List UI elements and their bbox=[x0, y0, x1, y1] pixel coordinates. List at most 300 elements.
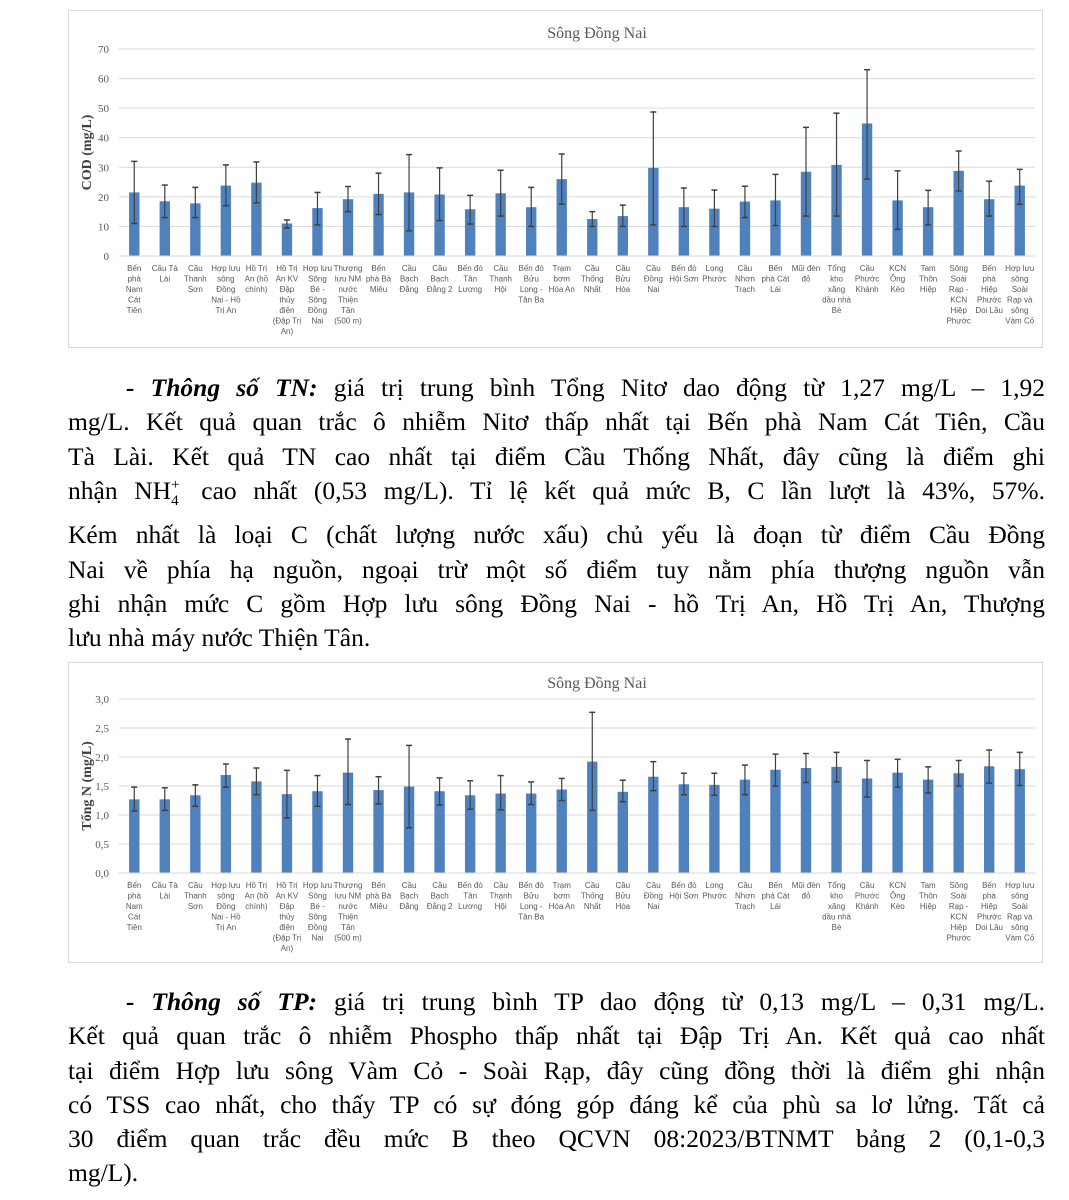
tp-line-3: tại điểm Hợp lưu sông Vàm Cỏ - Soài Rạp, đây cũng đồng thời là điểm ghi nhận bbox=[68, 1055, 1045, 1085]
y-tick-label: 0,5 bbox=[95, 839, 109, 851]
x-tick-label-line: Đồng bbox=[216, 902, 236, 911]
x-tick-label bbox=[855, 881, 879, 911]
x-tick-label-line: Đằng 2 bbox=[426, 285, 453, 294]
x-tick-label-line: phà bbox=[982, 274, 996, 284]
x-tick-label-line: Cầu bbox=[401, 881, 417, 890]
x-tick-label-line: xăng bbox=[827, 285, 846, 294]
x-tick-label-line: Đồng bbox=[643, 274, 663, 284]
x-tick-label-line: Bến bbox=[768, 881, 783, 890]
x-tick-label-line: chính) bbox=[245, 902, 268, 911]
x-tick-label-line: Trị An bbox=[215, 306, 237, 315]
x-tick-label-line: Tân Ba bbox=[518, 912, 545, 922]
x-tick-label-line: Bửu bbox=[615, 891, 631, 901]
x-tick-label bbox=[581, 881, 604, 911]
x-tick-label-line: Bến bbox=[127, 264, 142, 273]
x-tick-label-line: Hiệp bbox=[919, 285, 937, 294]
x-tick-label-line: Phước bbox=[977, 295, 1002, 305]
x-tick-label bbox=[489, 264, 512, 294]
x-tick-label-line: Nai bbox=[311, 316, 324, 326]
x-tick-label bbox=[615, 881, 630, 911]
x-tick-label-line: Thống bbox=[580, 274, 604, 284]
tp-line-2: Kết quả quan trắc ô nhiễm Phospho thấp nhất tại Đập Trị An. Kết quả cao nhất bbox=[68, 1021, 1045, 1051]
x-tick-label-line: Bến bbox=[768, 264, 783, 273]
x-tick-label-line: Cầu bbox=[432, 264, 447, 273]
x-tick-label-line: Lương bbox=[458, 285, 483, 294]
nh4-superscript: + bbox=[171, 476, 180, 493]
x-tick-label-line: Rạp - bbox=[948, 285, 969, 294]
x-tick-label-line: An (hồ bbox=[244, 891, 269, 901]
x-tick-label-line: Hội Sơn bbox=[669, 274, 699, 284]
x-tick-label-line: Bến đò bbox=[671, 881, 697, 890]
x-tick-label-line: dầu nhà bbox=[822, 912, 851, 922]
x-tick-label-line: Hợp lưu bbox=[211, 264, 241, 273]
x-tick-label-line: sông bbox=[1011, 274, 1029, 284]
x-tick-label-line: Nhất bbox=[583, 902, 601, 911]
x-tick-label-line: Nai bbox=[647, 902, 660, 911]
x-tick-label-line: Thượng bbox=[333, 264, 363, 273]
x-tick-label-line: Phước bbox=[854, 891, 880, 901]
tp-line-6: mg/L). bbox=[68, 1158, 139, 1188]
y-tick-label: 3,0 bbox=[95, 694, 109, 706]
x-tick-label-line: sông bbox=[1011, 891, 1029, 901]
x-tick-label-line: Cầu bbox=[859, 264, 875, 273]
x-tick-label-line: Cầu bbox=[615, 881, 631, 890]
x-tick-label-line: Đằng bbox=[399, 285, 419, 294]
x-tick-label-line: Miêu bbox=[369, 285, 388, 294]
y-tick-label: 1,5 bbox=[95, 781, 109, 793]
x-tick-label-line: phà bbox=[127, 891, 141, 901]
x-tick-label-line: sông bbox=[217, 891, 235, 901]
x-tick-label-line: đỏ bbox=[801, 891, 811, 901]
x-tick-label-line: Hợp lưu bbox=[302, 264, 333, 273]
x-tick-label bbox=[761, 881, 790, 911]
x-tick-label-line: Miêu bbox=[369, 902, 388, 911]
tn-line-3: Tà Lài. Kết quả TN cao nhất tại điểm Cầu Thống Nhất, đây cũng là điểm ghi bbox=[68, 441, 1045, 471]
x-tick-label-line: Bè bbox=[831, 306, 842, 315]
x-tick-label bbox=[518, 264, 544, 305]
cod-chart-svg bbox=[69, 11, 1044, 349]
x-tick-label bbox=[792, 881, 820, 901]
x-tick-label-line: Phước bbox=[946, 933, 971, 943]
x-tick-label-line: Hòa bbox=[615, 902, 631, 911]
x-tick-label-line: Hợp lưu bbox=[211, 881, 241, 890]
bar bbox=[953, 773, 963, 873]
x-tick-label-line: Tổng bbox=[827, 264, 846, 273]
x-tick-label-line: Sơn bbox=[187, 902, 203, 911]
x-tick-label-line: Bến bbox=[982, 881, 997, 890]
x-tick-label-line: KCN bbox=[950, 295, 968, 305]
x-tick-label-line: Phước bbox=[977, 912, 1002, 922]
x-tick-label bbox=[245, 881, 269, 911]
x-tick-label-line: Kèo bbox=[890, 902, 905, 911]
x-tick-label-line: Cầu Tà bbox=[151, 264, 178, 273]
y-axis-label: COD (mg/L) bbox=[80, 114, 95, 191]
x-tick-label-line: Bến đò bbox=[457, 264, 483, 273]
x-tick-label bbox=[735, 264, 755, 294]
x-tick-label-line: Nai bbox=[647, 285, 660, 294]
x-tick-label-line: Bến đò bbox=[518, 264, 544, 273]
x-tick-label bbox=[919, 881, 937, 911]
x-tick-label-line: Cầu bbox=[859, 881, 875, 890]
x-tick-label-line: An) bbox=[280, 944, 294, 953]
x-tick-label-line: Tổng bbox=[827, 881, 846, 890]
x-tick-label-line: Nhơn bbox=[734, 274, 755, 284]
x-tick-label bbox=[518, 881, 544, 922]
tn-line-8: lưu nhà máy nước Thiện Tân. bbox=[68, 623, 371, 653]
x-tick-label-line: Nam bbox=[125, 902, 143, 911]
x-tick-label bbox=[427, 881, 453, 911]
x-tick-label bbox=[457, 881, 483, 911]
x-tick-label-line: Bửu bbox=[523, 274, 539, 284]
x-tick-label-line: Thanh bbox=[183, 274, 207, 284]
x-tick-label-line: An (hồ bbox=[244, 274, 269, 284]
x-tick-label-line: điện bbox=[279, 923, 295, 932]
bar bbox=[831, 767, 841, 873]
x-tick-label-line: Đập bbox=[279, 285, 295, 294]
x-tick-label-line: KCN bbox=[889, 264, 907, 273]
x-tick-label-line: Lái bbox=[770, 902, 781, 911]
x-tick-label-line: Bé - bbox=[310, 285, 325, 294]
x-tick-label-line: Sông bbox=[949, 264, 969, 273]
x-tick-label bbox=[889, 264, 906, 294]
x-tick-label-line: Lài bbox=[159, 274, 171, 284]
y-tick-label: 30 bbox=[98, 162, 109, 175]
x-tick-label-line: Sông bbox=[308, 295, 327, 305]
x-tick-label-line: Rạp và bbox=[1007, 295, 1033, 305]
x-tick-label bbox=[303, 264, 332, 326]
x-tick-label bbox=[946, 264, 970, 326]
x-tick-label-line: An KV bbox=[275, 891, 299, 901]
x-tick-label-line: Cầu Tà bbox=[151, 881, 178, 890]
x-tick-label-line: chính) bbox=[245, 285, 268, 294]
x-tick-label-line: Thạnh bbox=[489, 274, 513, 284]
x-tick-label bbox=[184, 264, 207, 294]
x-tick-label-line: Cầu bbox=[584, 264, 600, 273]
x-tick-label-line: Bến bbox=[982, 264, 997, 273]
tn-line-7: ghi nhận mức C gồm Hợp lưu sông Đồng Nai - hồ Trị An, Hồ Trị An, Thượng bbox=[68, 588, 1045, 618]
x-tick-label-line: Bé - bbox=[310, 902, 325, 911]
x-tick-label-line: Mũi đèn bbox=[791, 264, 821, 273]
y-tick-label: 20 bbox=[98, 191, 109, 204]
cod-chart bbox=[68, 10, 1043, 348]
x-tick-label bbox=[702, 264, 726, 284]
x-tick-label-line: Cầu bbox=[493, 264, 509, 273]
x-tick-label bbox=[735, 881, 755, 911]
x-tick-label bbox=[126, 264, 143, 315]
x-tick-label bbox=[644, 264, 663, 294]
x-tick-label-line: Khánh bbox=[855, 902, 879, 911]
x-tick-label bbox=[334, 264, 363, 326]
x-tick-label-line: (500 m) bbox=[334, 316, 362, 326]
tn-line-1: giá trị trung bình Tổng Nitơ dao động từ 1,27 mg/L – 1,92 bbox=[317, 373, 1046, 402]
y-tick-label: 50 bbox=[98, 103, 109, 116]
x-tick-label-line: Bến bbox=[371, 264, 386, 273]
x-tick-label-line: Vàm Cỏ bbox=[1005, 933, 1035, 943]
x-tick-label-line: Nai - Hồ bbox=[211, 912, 241, 922]
x-tick-label-line: Cầu bbox=[432, 881, 447, 890]
x-tick-label-line: Bạch bbox=[430, 891, 449, 901]
x-tick-label-line: Rạp và bbox=[1007, 912, 1033, 922]
x-tick-label-line: Thượng bbox=[333, 881, 363, 890]
x-tick-label-line: Bửu bbox=[523, 891, 539, 901]
y-tick-label: 0 bbox=[103, 251, 109, 263]
tn-line-4a: nhận NH bbox=[68, 475, 172, 505]
x-tick-label bbox=[400, 881, 419, 911]
x-tick-label bbox=[761, 264, 790, 294]
x-tick-label-line: Thiện bbox=[337, 912, 359, 922]
y-tick-label: 40 bbox=[98, 132, 109, 145]
x-tick-label-line: Hội bbox=[494, 285, 507, 294]
bar bbox=[679, 784, 689, 873]
x-tick-label-line: Hiệp bbox=[950, 306, 967, 315]
x-tick-label-line: Lương bbox=[458, 902, 483, 911]
x-tick-label-line: Cầu bbox=[737, 264, 753, 273]
x-tick-label-line: sông bbox=[217, 274, 235, 284]
x-tick-label-line: Trạm bbox=[552, 881, 571, 890]
x-tick-label-line: Nai - Hồ bbox=[211, 295, 241, 305]
x-tick-label-line: Cầu bbox=[401, 264, 417, 273]
x-tick-label-line: Phước bbox=[702, 891, 727, 901]
x-tick-label-line: Đồng bbox=[307, 923, 328, 932]
x-tick-label-line: An KV bbox=[275, 274, 299, 284]
x-tick-label bbox=[427, 264, 453, 294]
x-tick-label-line: Bến bbox=[371, 881, 386, 890]
x-tick-label-line: Cát bbox=[128, 912, 141, 922]
nh4-subscript: 4 bbox=[171, 492, 179, 509]
x-tick-label bbox=[792, 264, 820, 284]
x-tick-label-line: Hội Sơn bbox=[669, 891, 699, 901]
x-tick-label-line: Cát bbox=[128, 295, 141, 305]
tn-lead: - Thông số TN: bbox=[126, 373, 318, 402]
x-tick-label bbox=[273, 881, 302, 953]
x-tick-label-line: Tam bbox=[920, 881, 936, 890]
x-tick-label-line: Rạp - bbox=[948, 902, 969, 911]
x-tick-label-line: Trạm bbox=[552, 264, 571, 273]
x-tick-label-line: lưu NM bbox=[334, 274, 362, 284]
x-tick-label bbox=[615, 264, 630, 294]
x-tick-label-line: Hồ Trị bbox=[245, 881, 268, 890]
x-tick-label bbox=[644, 881, 663, 911]
bar bbox=[709, 785, 719, 873]
chart-title: Sông Đồng Nai bbox=[547, 675, 647, 692]
x-tick-label-line: Sông bbox=[308, 912, 327, 922]
x-tick-label-line: Thôn bbox=[919, 274, 938, 284]
x-tick-label-line: Bạch bbox=[430, 274, 449, 284]
x-tick-label bbox=[126, 881, 143, 932]
x-tick-label bbox=[581, 264, 604, 294]
x-tick-label-line: Ông bbox=[890, 891, 906, 901]
x-tick-label bbox=[366, 264, 392, 294]
x-tick-label-line: Hồ Trị bbox=[276, 881, 298, 890]
x-tick-label bbox=[152, 264, 179, 284]
x-tick-label-line: phà Cát bbox=[761, 274, 790, 284]
tn-paragraph bbox=[68, 371, 1045, 655]
x-tick-label-line: Cầu bbox=[493, 881, 509, 890]
x-tick-label-line: Nai bbox=[311, 933, 324, 943]
x-tick-label bbox=[400, 264, 419, 294]
tn-chart bbox=[68, 662, 1043, 963]
x-tick-label-line: sông bbox=[1011, 923, 1029, 932]
x-tick-label-line: Sơn bbox=[187, 285, 203, 294]
x-tick-label-line: Bè bbox=[831, 923, 842, 932]
x-tick-label-line: Cầu bbox=[187, 881, 203, 890]
x-tick-label-line: Hiệp bbox=[950, 923, 967, 932]
x-tick-label-line: Hiệp bbox=[980, 902, 998, 911]
y-tick-label: 10 bbox=[98, 221, 109, 234]
x-tick-label-line: Hiệp bbox=[980, 285, 998, 294]
x-tick-label-line: Lái bbox=[770, 285, 781, 294]
tn-line-4b: cao nhất (0,53 mg/L). Tỉ lệ kết quả mức B, C lần lượt là 43%, 57%. bbox=[184, 475, 1045, 505]
x-tick-label-line: Thống bbox=[580, 891, 604, 901]
x-tick-label-line: Bến bbox=[127, 881, 142, 890]
x-tick-label-line: Hội bbox=[494, 902, 507, 911]
x-tick-label bbox=[669, 881, 698, 901]
x-tick-label-line: Nhơn bbox=[734, 891, 755, 901]
x-tick-label-line: Tiên bbox=[126, 923, 142, 932]
tp-lead: - Thông số TP: bbox=[126, 987, 318, 1016]
tp-line-4: có TSS cao nhất, cho thấy TP có sự đóng góp đáng kể của phù sa lơ lửng. Tất cả bbox=[68, 1089, 1045, 1119]
x-tick-label-line: Cầu bbox=[584, 881, 600, 890]
tn-line-2: mg/L. Kết quả quan trắc ô nhiễm Nitơ thấp nhất tại Bến phà Nam Cát Tiên, Cầu bbox=[68, 407, 1045, 437]
x-tick-label bbox=[457, 264, 483, 294]
x-tick-label-line: Mũi đèn bbox=[791, 881, 821, 890]
x-tick-label bbox=[211, 881, 241, 932]
x-tick-label-line: Đằng bbox=[399, 902, 419, 911]
x-tick-label-line: Thanh bbox=[183, 891, 207, 901]
x-tick-label-line: Phước bbox=[854, 274, 880, 284]
x-tick-label-line: phà Bà bbox=[365, 274, 392, 284]
x-tick-label bbox=[1005, 881, 1035, 943]
x-tick-label-line: Sông bbox=[308, 891, 327, 901]
x-tick-label-line: đỏ bbox=[801, 274, 811, 284]
x-tick-label-line: Hóa An bbox=[548, 285, 575, 294]
x-tick-label-line: Bến đò bbox=[518, 881, 544, 890]
x-tick-label-line: An) bbox=[280, 327, 294, 336]
x-tick-label bbox=[334, 881, 363, 943]
x-tick-label-line: nước bbox=[338, 285, 358, 294]
tn-chart-svg bbox=[69, 663, 1044, 964]
x-tick-label-line: (500 m) bbox=[334, 933, 362, 943]
x-tick-label-line: Đập bbox=[279, 902, 295, 911]
x-tick-label-line: Thạnh bbox=[489, 891, 513, 901]
x-tick-label-line: Bửu bbox=[615, 274, 631, 284]
x-tick-label-line: Hợp lưu bbox=[302, 881, 333, 890]
x-tick-label-line: Trạch bbox=[734, 902, 756, 911]
bar bbox=[801, 768, 811, 873]
x-tick-label-line: Cầu bbox=[737, 881, 753, 890]
x-tick-label-line: Hiệp bbox=[919, 902, 937, 911]
x-tick-label bbox=[822, 881, 851, 932]
x-tick-label-line: Kèo bbox=[890, 285, 905, 294]
x-tick-label bbox=[822, 264, 851, 315]
x-tick-label-line: Hợp lưu bbox=[1005, 881, 1035, 890]
x-tick-label-line: lưu NM bbox=[334, 891, 362, 901]
x-tick-label-line: Soài bbox=[1011, 285, 1028, 294]
x-tick-label-line: kho bbox=[830, 274, 843, 284]
y-tick-label: 70 bbox=[98, 44, 109, 56]
tn-line-4 bbox=[68, 474, 1045, 518]
x-tick-label-line: phà Bà bbox=[365, 891, 392, 901]
x-tick-label-line: Long bbox=[705, 264, 724, 273]
x-tick-label-line: nước bbox=[338, 902, 358, 911]
x-tick-label-line: Tân bbox=[341, 923, 355, 932]
x-tick-label-line: Nam bbox=[125, 285, 143, 294]
x-tick-label bbox=[489, 881, 512, 911]
x-tick-label-line: kho bbox=[830, 891, 843, 901]
x-tick-label-line: xăng bbox=[827, 902, 846, 911]
x-tick-label-line: thủy bbox=[279, 912, 295, 922]
y-tick-label: 2,0 bbox=[95, 752, 109, 764]
x-tick-label bbox=[549, 264, 575, 294]
x-tick-label-line: thủy bbox=[279, 295, 295, 305]
x-tick-label-line: Bến đò bbox=[671, 264, 697, 273]
x-tick-label-line: Tiên bbox=[126, 306, 142, 315]
x-tick-label bbox=[1005, 264, 1035, 326]
x-tick-label-line: Bạch bbox=[399, 274, 419, 284]
x-tick-label-line: Khánh bbox=[855, 285, 879, 294]
x-tick-label-line: Bạch bbox=[399, 891, 419, 901]
x-tick-label-line: phà bbox=[127, 274, 141, 284]
x-tick-label-line: Đồng bbox=[307, 306, 328, 315]
x-tick-label-line: Doi Lầu bbox=[975, 923, 1003, 932]
x-tick-label-line: Soài bbox=[950, 891, 967, 901]
x-tick-label-line: KCN bbox=[950, 912, 968, 922]
x-tick-label-line: Long - bbox=[519, 285, 543, 294]
tp-line-5: 30 điểm quan trắc đều mức B theo QCVN 08:2023/BTNMT bảng 2 (0,1-0,3 bbox=[68, 1124, 1045, 1154]
x-tick-label-line: Hóa An bbox=[548, 902, 575, 911]
tp-line-1: giá trị trung bình TP dao động từ 0,13 mg/L – 0,31 mg/L. bbox=[317, 987, 1045, 1016]
x-tick-label bbox=[184, 881, 207, 911]
x-tick-label-line: Cầu bbox=[645, 881, 661, 890]
x-tick-label-line: Soài bbox=[950, 274, 967, 284]
bar bbox=[618, 792, 628, 873]
x-tick-label bbox=[669, 264, 698, 284]
x-tick-label-line: Tân bbox=[463, 891, 478, 901]
x-tick-label-line: Tam bbox=[920, 264, 936, 273]
x-tick-label-line: dầu nhà bbox=[822, 295, 851, 305]
x-tick-label bbox=[211, 264, 241, 315]
x-tick-label-line: Hợp lưu bbox=[1005, 264, 1035, 273]
chart-title: Sông Đồng Nai bbox=[547, 25, 647, 42]
x-tick-label-line: Bến đò bbox=[457, 881, 483, 890]
y-axis-label: Tổng N (mg/L) bbox=[80, 741, 95, 831]
x-tick-label-line: Ông bbox=[890, 274, 906, 284]
x-tick-label-line: (Đập Trị bbox=[272, 933, 302, 943]
x-tick-label-line: bơm bbox=[553, 891, 570, 901]
x-tick-label-line: Soài bbox=[1011, 902, 1028, 911]
x-tick-label bbox=[975, 264, 1003, 315]
tn-line-6: Nai về phía hạ nguồn, ngoại trừ một số điểm tuy nằm phía thượng nguồn vẫn bbox=[68, 554, 1045, 584]
y-tick-label: 0,0 bbox=[95, 868, 109, 880]
x-tick-label-line: Cầu bbox=[615, 264, 631, 273]
x-tick-label-line: Vàm Cỏ bbox=[1005, 316, 1035, 326]
x-tick-label-line: Tân bbox=[341, 306, 355, 315]
tn-line-5: Kém nhất là loại C (chất lượng nước xấu) chủ yếu là đoạn từ điểm Cầu Đồng bbox=[68, 520, 1045, 550]
x-tick-label bbox=[702, 881, 726, 901]
x-tick-label-line: Cầu bbox=[187, 264, 203, 273]
x-tick-label bbox=[855, 264, 879, 294]
x-tick-label-line: Sông bbox=[308, 274, 327, 284]
y-tick-label: 2,5 bbox=[95, 723, 109, 735]
x-tick-label bbox=[549, 881, 575, 911]
x-tick-label bbox=[273, 264, 302, 336]
x-tick-label-line: Đồng bbox=[643, 891, 663, 901]
x-tick-label bbox=[946, 881, 970, 943]
tp-paragraph bbox=[68, 985, 1045, 1191]
x-tick-label bbox=[245, 264, 269, 294]
x-tick-label-line: phà Cát bbox=[761, 891, 790, 901]
x-tick-label-line: Hồ Trị bbox=[245, 264, 268, 273]
